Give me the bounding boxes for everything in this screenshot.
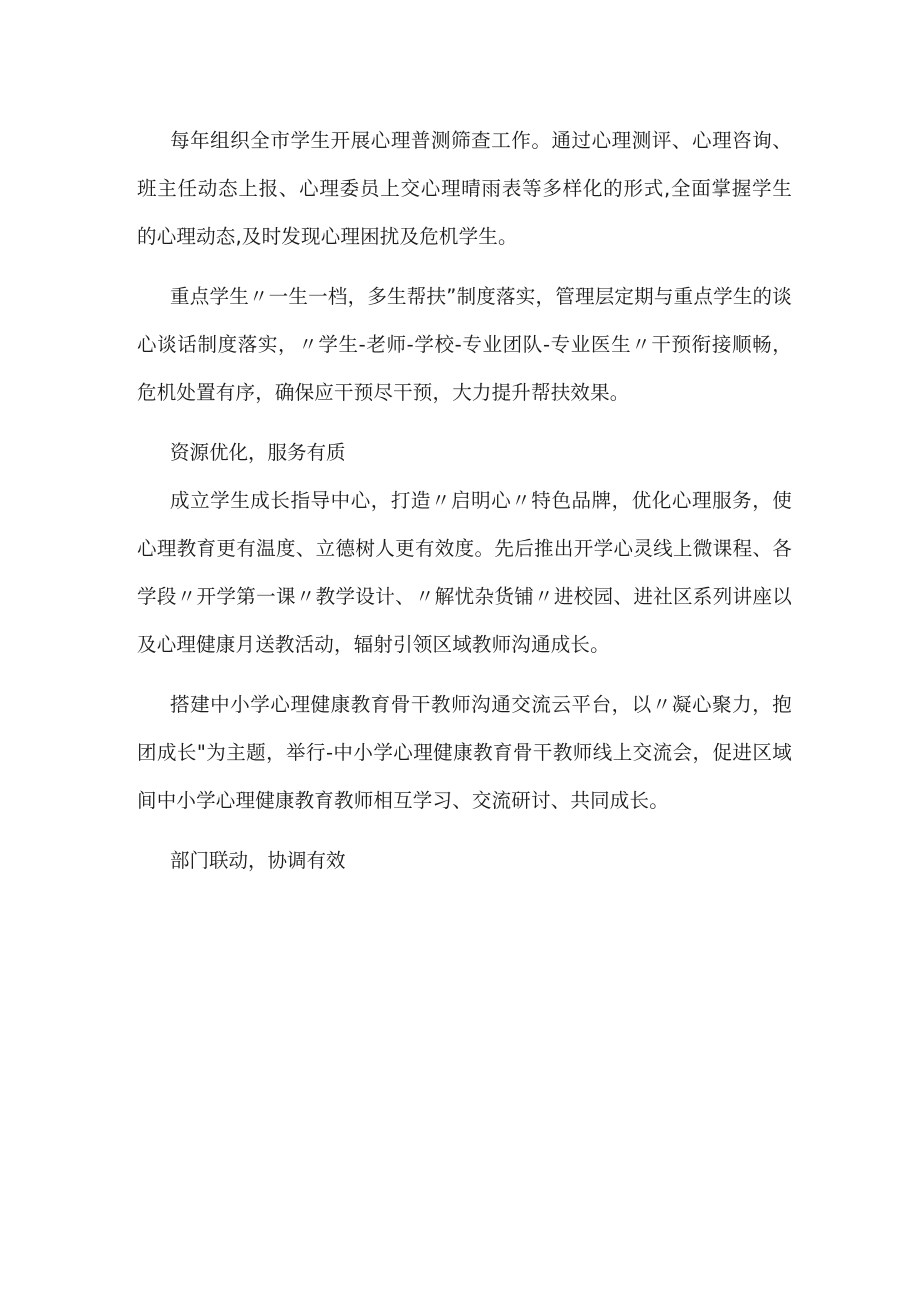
document-body xyxy=(137,117,792,885)
paragraph-psych-screening: 每年组织全市学生开展心理普测筛查工作。通过心理测评、心理咨询、班主任动态上报、心理委员上交心理晴雨表等多样化的形式,全面掌握学生的心理动态,及时发现心理困扰及危机学生。 xyxy=(137,129,792,248)
paragraph-cloud-platform: 搭建中小学心理健康教育骨干教师沟通交流云平台，以〃凝心聚力，抱团成长"为主题，举行-中小学心理健康教育骨干教师线上交流会，促进区域间中小学心理健康教育教师相互学习、交流研讨、共同成长。 xyxy=(137,693,792,812)
section-heading-resource-optimization: 资源优化，服务有质 xyxy=(170,441,346,464)
paragraph-growth-center: 成立学生成长指导中心，打造〃启明心〃特色品牌，优化心理服务，使心理教育更有温度、立德树人更有效度。先后推出开学心灵线上微课程、各学段〃开学第一课〃教学设计、〃解忧杂货铺〃进校园、进社区系列讲座以及心理健康月送教活动，辐射引领区域教师沟通成长。 xyxy=(137,489,792,656)
section-heading-department-coordination: 部门联动，协调有效 xyxy=(170,849,346,872)
paragraph-key-student-support: 重点学生〃一生一档，多生帮扶”制度落实，管理层定期与重点学生的谈心谈话制度落实，〃学生-老师-学校-专业团队-专业医生〃干预衔接顺畅，危机处置有序，确保应干预尽干预，大力提升帮扶效果。 xyxy=(137,285,792,404)
